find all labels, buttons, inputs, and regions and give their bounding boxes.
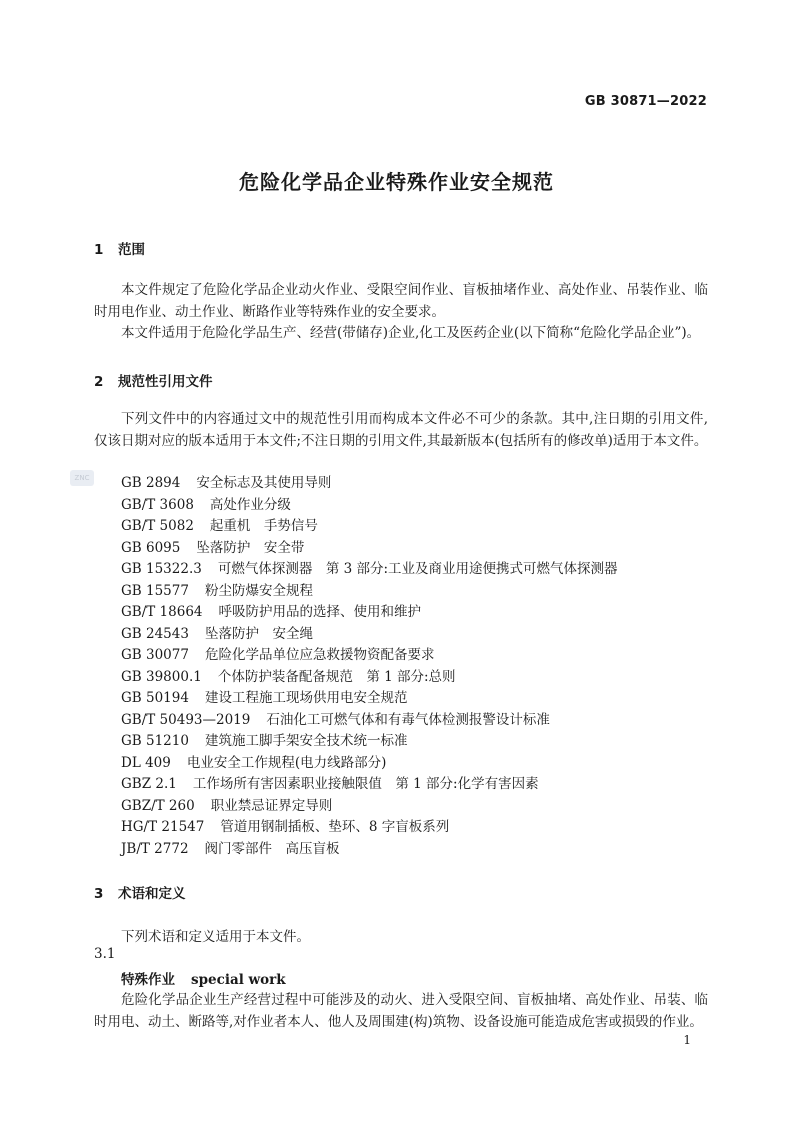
reference-code: GB/T 5082	[121, 518, 194, 534]
section-2-intro: 下列文件中的内容通过文中的规范性引用而构成本文件必不可少的条款。其中,注日期的引用文件,仅该日期对应的版本适用于本文件;不注日期的引用文件,其最新版本(包括所有的修改单)适用于本文件。	[94, 411, 708, 449]
reference-code: GB/T 18664	[121, 604, 203, 620]
reference-item	[121, 710, 618, 732]
reference-code: JB/T 2772	[121, 840, 189, 857]
section-2-heading	[94, 370, 213, 390]
term-definition: 危险化学品企业生产经营过程中可能涉及的动火、进入受限空间、盲板抽堵、高处作业、吊装、临时用电、动土、断路等,对作业者本人、他人及周围建(构)筑物、设备设施可能造成危害或损毁的作业。	[94, 992, 708, 1030]
term-number: 3.1	[94, 946, 116, 962]
reference-code: GB 30077	[121, 647, 189, 663]
reference-item	[121, 774, 618, 796]
term-title	[121, 968, 286, 988]
reference-item	[121, 538, 618, 560]
reference-item	[121, 516, 618, 538]
reference-title: 建设工程施工现场供用电安全规范	[204, 690, 408, 706]
reference-item	[121, 796, 618, 818]
section-3-intro: 下列术语和定义适用于本文件。	[121, 929, 310, 945]
reference-title: 建筑施工脚手架安全技术统一标准	[204, 733, 408, 749]
reference-item	[121, 473, 618, 495]
section-1-heading	[94, 238, 145, 258]
reference-code: HG/T 21547	[121, 819, 205, 835]
reference-code: GB 2894	[121, 475, 181, 491]
reference-title: 阀门零部件 高压盲板	[204, 840, 340, 857]
section-title: 术语和定义	[118, 886, 186, 902]
section-number: 1	[94, 242, 104, 258]
reference-code: GB 50194	[121, 690, 189, 706]
section-number: 2	[94, 374, 104, 390]
reference-item	[121, 624, 618, 646]
reference-title: 管道用钢制插板、垫环、8 字盲板系列	[220, 819, 450, 835]
reference-item	[121, 602, 618, 624]
reference-code: GB 6095	[121, 539, 181, 556]
page-number: 1	[683, 1033, 691, 1047]
reference-title: 危险化学品单位应急救援物资配备要求	[204, 647, 435, 663]
reference-title: 电业安全工作规程(电力线路部分)	[186, 754, 387, 771]
section-3-heading	[94, 882, 186, 902]
reference-title: 职业禁忌证界定导则	[210, 797, 333, 814]
reference-title: 石油化工可燃气体和有毒气体检测报警设计标准	[266, 711, 550, 728]
reference-title: 安全标志及其使用导则	[196, 475, 332, 491]
reference-title: 粉尘防爆安全规程	[204, 582, 313, 599]
reference-item	[121, 731, 618, 753]
standard-code: GB 30871—2022	[584, 94, 707, 109]
section-1-paragraph-1: 本文件规定了危险化学品企业动火作业、受限空间作业、盲板抽堵作业、高处作业、吊装作业、临时用电作业、动土作业、断路作业等特殊作业的安全要求。	[94, 282, 708, 320]
reference-title: 高处作业分级	[209, 496, 291, 513]
term-name-en: special work	[191, 972, 286, 988]
reference-code: GB/T 50493—2019	[121, 711, 251, 728]
reference-code: GB 15322.3	[121, 561, 202, 577]
reference-code: GB 15577	[121, 582, 189, 599]
reference-code: GB 51210	[121, 733, 189, 749]
reference-code: GBZ/T 260	[121, 797, 195, 814]
reference-title: 坠落防护 安全绳	[204, 625, 313, 642]
reference-list	[121, 473, 618, 860]
section-1-paragraph-2: 本文件适用于危险化学品生产、经营(带储存)企业,化工及医药企业(以下简称“危险化学品企业”)。	[121, 325, 701, 341]
section-title: 规范性引用文件	[118, 374, 213, 390]
reference-item	[121, 817, 618, 839]
reference-code: GB 39800.1	[121, 668, 202, 685]
reference-item	[121, 581, 618, 603]
reference-item	[121, 559, 618, 581]
reference-title: 起重机 手势信号	[209, 518, 318, 534]
reference-title: 可燃气体探测器 第 3 部分:工业及商业用途便携式可燃气体探测器	[217, 561, 618, 577]
reference-title: 工作场所有害因素职业接触限值 第 1 部分:化学有害因素	[192, 776, 539, 792]
reference-code: GBZ 2.1	[121, 776, 177, 792]
reference-title: 呼吸防护用品的选择、使用和维护	[218, 604, 421, 620]
reference-item	[121, 667, 618, 689]
reference-item	[121, 688, 618, 710]
section-title: 范围	[118, 242, 145, 258]
reference-title: 个体防护装备配备规范 第 1 部分:总则	[217, 668, 456, 685]
reference-code: GB 24543	[121, 625, 189, 642]
section-number: 3	[94, 886, 104, 902]
document-title: 危险化学品企业特殊作业安全规范	[239, 170, 554, 194]
watermark-logo: ZNC	[70, 470, 94, 486]
reference-code: DL 409	[121, 754, 171, 771]
reference-title: 坠落防护 安全带	[196, 539, 305, 556]
reference-code: GB/T 3608	[121, 496, 194, 513]
reference-item	[121, 753, 618, 775]
term-name-cn: 特殊作业	[121, 972, 175, 988]
reference-item	[121, 495, 618, 517]
reference-item	[121, 645, 618, 667]
reference-item	[121, 839, 618, 861]
